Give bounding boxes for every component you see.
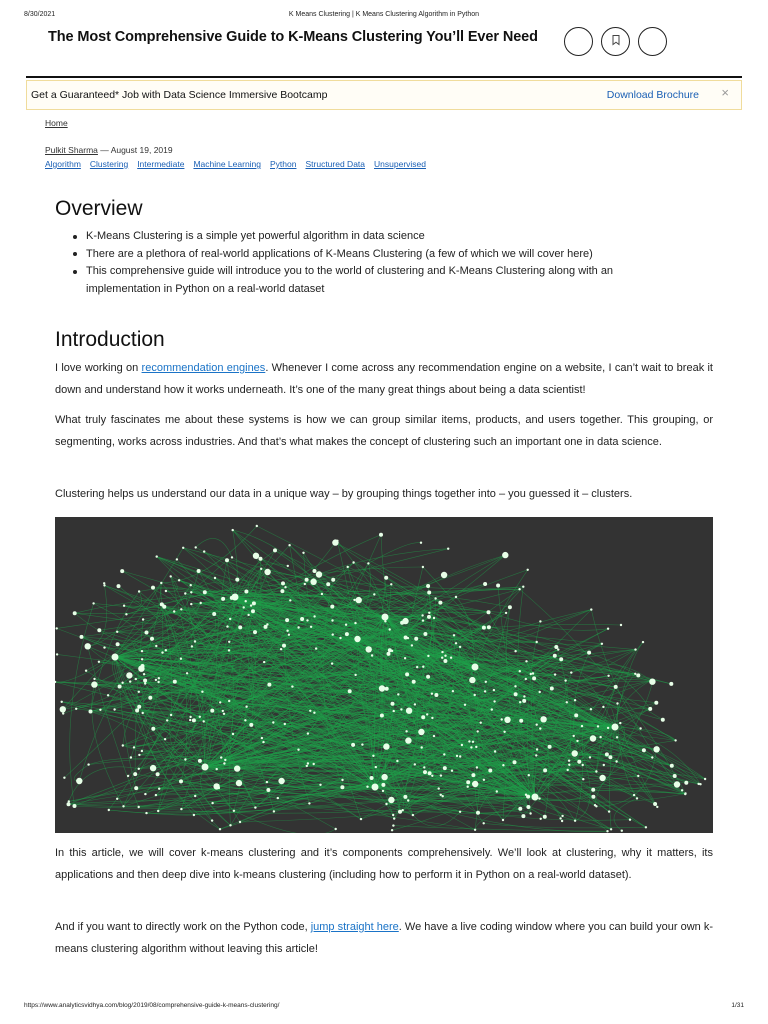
print-url: https://www.analyticsvidhya.com/blog/2019/08/comprehensive-guide-k-means-clustering/ — [24, 1002, 280, 1009]
paragraph-text: . We have a live coding window where you can build your own k-means clustering algorithm without leaving this article! — [55, 921, 713, 955]
intro-paragraph: Clustering helps us understand our data in a unique way – by grouping things together into – you guessed it – clusters. — [55, 488, 633, 500]
tag-link[interactable]: Algorithm — [45, 159, 81, 169]
tag-link[interactable]: Machine Learning — [193, 159, 262, 169]
introduction-heading: Introduction — [55, 328, 165, 351]
more-button[interactable] — [638, 27, 667, 56]
breadcrumb-home[interactable]: Home — [45, 118, 68, 128]
publish-date: August 19, 2019 — [110, 145, 173, 155]
promo-banner — [26, 80, 742, 110]
network-graph-illustration — [55, 517, 713, 833]
tag-link[interactable]: Python — [270, 159, 297, 169]
tag-list — [45, 159, 426, 169]
print-date: 8/30/2021 — [24, 11, 56, 18]
network-graph-image — [55, 517, 713, 833]
close-icon[interactable]: × — [721, 85, 729, 100]
print-page-title: K Means Clustering | K Means Clustering Algorithm in Python — [288, 11, 480, 18]
intro-paragraph: What truly fascinates me about these systems is how we can group similar items, products, and users together. This grouping, or segmenting, works across industries. And that’s what makes the concept of clustering such an important one in data science. — [55, 414, 713, 448]
list-item: There are a plethora of real-world applications of K-Means Clustering (a few of which we will cover here) — [86, 246, 686, 264]
bookmark-button[interactable] — [601, 27, 630, 56]
recommendation-engines-link[interactable]: recommendation engines — [141, 362, 266, 374]
paragraph-text: And if you want to directly work on the Python code, — [55, 921, 311, 933]
intro-paragraph — [55, 917, 713, 960]
network-edges — [55, 526, 705, 833]
tag-link[interactable]: Structured Data — [305, 159, 366, 169]
print-footer — [24, 1002, 744, 1009]
byline — [45, 145, 173, 155]
article-title: The Most Comprehensive Guide to K-Means Clustering You’ll Ever Need — [48, 29, 538, 45]
overview-list — [86, 228, 686, 298]
intro-paragraph: In this article, we will cover k-means clustering and it’s components comprehensively. We’ll look at clustering, why it matters, its applications and then deep dive into k-means clustering (including how to perform it in Python on a real-world dataset). — [55, 847, 713, 881]
paragraph-text: I love working on — [55, 362, 142, 374]
byline-separator: — — [97, 145, 111, 155]
overview-heading: Overview — [55, 197, 143, 220]
list-item: This comprehensive guide will introduce you to the world of clustering and K-Means Clustering along with an implementation in Python on a real-world dataset — [86, 263, 686, 298]
tag-link[interactable]: Unsupervised — [374, 159, 426, 169]
tag-link[interactable]: Intermediate — [137, 159, 185, 169]
promo-text: Get a Guaranteed* Job with Data Science Immersive Bootcamp — [31, 89, 328, 101]
tag-link[interactable]: Clustering — [89, 159, 129, 169]
list-item: K-Means Clustering is a simple yet powerful algorithm in data science — [86, 228, 686, 246]
jump-straight-here-link[interactable]: jump straight here — [310, 921, 399, 933]
paragraph-text: . Whenever I come across any recommendation engine on a website, I can’t wait to break it down and understand how it works underneath. It’s one of the many great things about being a data scientist! — [55, 362, 713, 396]
print-header — [24, 11, 744, 23]
print-page-number: 1/31 — [731, 1002, 744, 1009]
share-button[interactable] — [564, 27, 593, 56]
intro-paragraph — [55, 358, 713, 401]
bookmark-icon — [610, 33, 622, 51]
download-brochure-link[interactable]: Download Brochure — [606, 89, 699, 101]
header-divider — [26, 76, 742, 78]
author-link[interactable]: Pulkit Sharma — [45, 145, 98, 155]
